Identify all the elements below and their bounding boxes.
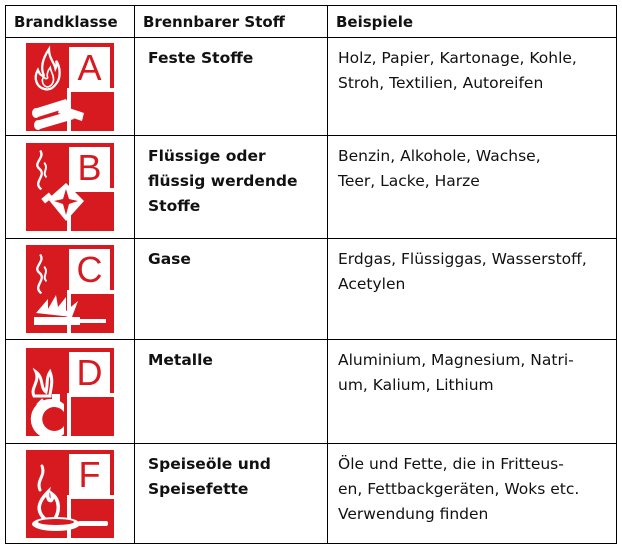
class-f-material [135, 444, 328, 544]
class-f-pictogram-cell [6, 444, 135, 544]
example-line: um, Kalium, Lithium [338, 376, 494, 394]
class-a-material [135, 38, 328, 136]
material-line: Stoffe [148, 197, 201, 215]
class-b-examples [328, 136, 617, 239]
class-b-pictogram-cell [6, 136, 135, 239]
material-line: Gase [148, 250, 191, 268]
example-line: Verwendung finden [338, 505, 489, 523]
class-b-material [135, 136, 328, 239]
material-line: Flüssige oder [148, 147, 266, 165]
class-a-pictogram-cell [6, 38, 135, 136]
table-row-class-a [6, 38, 617, 136]
example-line: en, Fettbackgeräten, Woks etc. [338, 480, 580, 498]
header-beispiele: Beispiele [328, 6, 617, 38]
header-brandklasse: Brandklasse [6, 6, 135, 38]
class-c-examples [328, 239, 617, 340]
class-f-examples [328, 444, 617, 544]
example-line: Öle und Fette, die in Fritteus- [338, 455, 564, 473]
material-line: Feste Stoffe [148, 49, 254, 67]
class-c-material [135, 239, 328, 340]
material-line: Speisefette [148, 480, 249, 498]
gas-burner-icon [26, 245, 114, 333]
class-letter: D [76, 351, 103, 393]
class-d-examples [328, 340, 617, 444]
example-line: Benzin, Alkohole, Wachse, [338, 147, 541, 165]
burning-metal-gear-icon [26, 348, 114, 436]
burning-liquid-canister-icon [26, 143, 114, 231]
example-line: Acetylen [338, 275, 406, 293]
class-letter: A [77, 46, 102, 88]
table-row-class-d [6, 340, 617, 444]
example-line: Aluminium, Magnesium, Natri- [338, 351, 574, 369]
table-header-row [6, 6, 617, 38]
material-line: flüssig werdende [148, 172, 298, 190]
class-letter: B [77, 147, 102, 188]
class-a-examples [328, 38, 617, 136]
material-line: Speiseöle und [148, 455, 271, 473]
class-letter: C [76, 249, 103, 290]
fire-classes-table [5, 5, 617, 544]
example-line: Erdgas, Flüssiggas, Wasserstoff, [338, 250, 587, 268]
example-line: Stroh, Textilien, Autoreifen [338, 74, 544, 92]
example-line: Teer, Lacke, Harze [338, 172, 480, 190]
example-line: Holz, Papier, Kartonage, Kohle, [338, 49, 577, 67]
material-line: Metalle [148, 351, 213, 369]
table-row-class-f [6, 444, 617, 544]
class-letter: F [78, 453, 101, 495]
burning-wood-icon [26, 43, 114, 131]
burning-frying-pan-icon [26, 450, 114, 538]
class-d-material [135, 340, 328, 444]
table-row-class-c [6, 239, 617, 340]
table-row-class-b [6, 136, 617, 239]
class-d-pictogram-cell [6, 340, 135, 444]
class-c-pictogram-cell [6, 239, 135, 340]
header-brennbarer-stoff: Brennbarer Stoff [135, 6, 328, 38]
